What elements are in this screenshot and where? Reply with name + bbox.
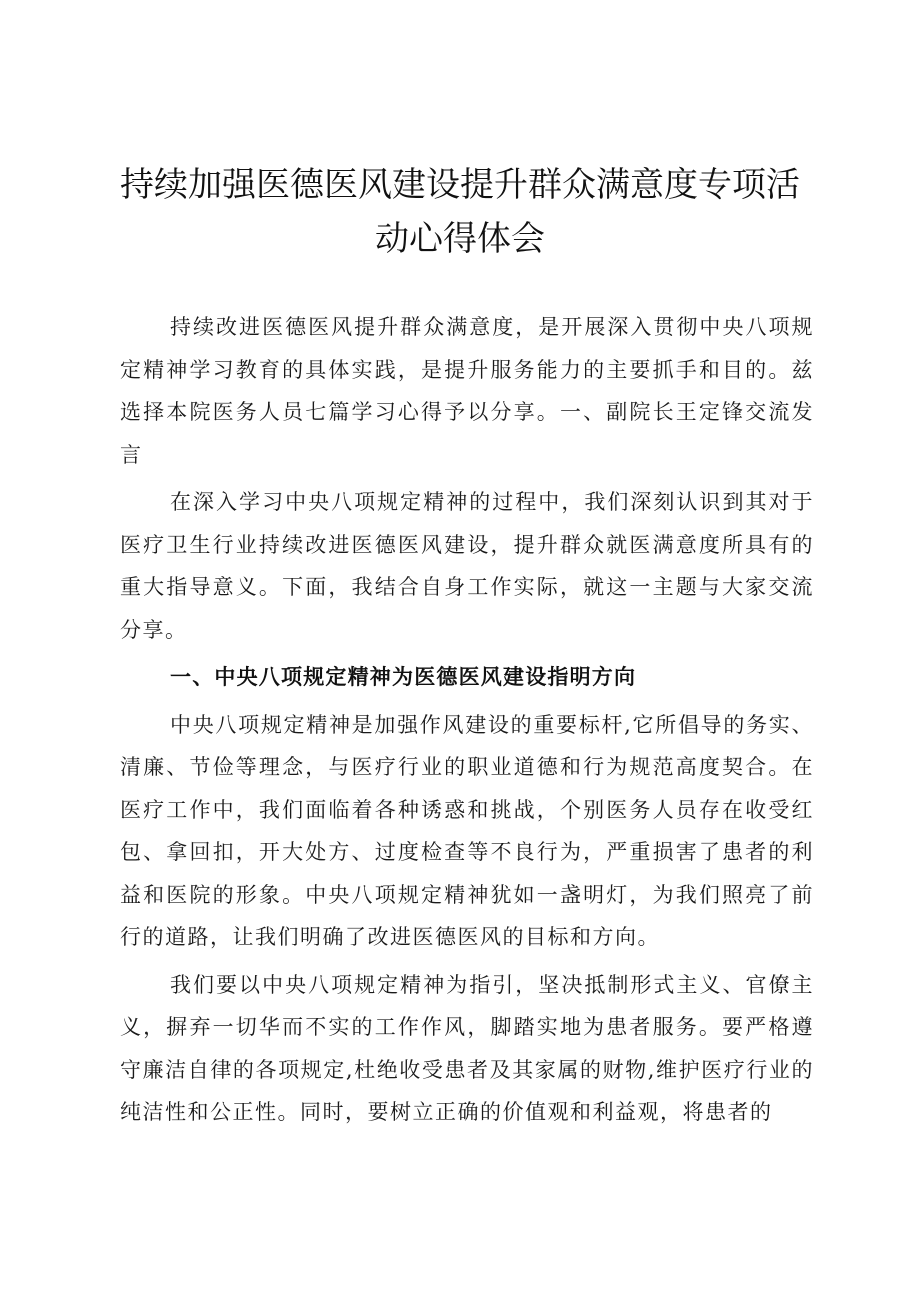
section-paragraph: 我们要以中央八项规定精神为指引，坚决抵制形式主义、官僚主义，摒弃一切华而不实的工作作风，脚踏实地为患者服务。要严格遵守廉洁自律的各项规定,杜绝收受患者及其家属的财物,维护医疗行业的纯洁性和公正性。同时，要树立正确的价值观和利益观，将患者的	[120, 972, 814, 1124]
section-heading: 一、中央八项规定精神为医德医风建设指明方向	[170, 665, 637, 689]
speech-opening-paragraph: 在深入学习中央八项规定精神的过程中，我们深刻认识到其对于医疗卫生行业持续改进医德医风建设，提升群众就医满意度所具有的重大指导意义。下面，我结合自身工作实际，就这一主题与大家交流分享。	[120, 490, 814, 642]
title-line-2: 动心得体会	[375, 219, 545, 259]
document-title	[120, 158, 800, 266]
section-paragraph: 中央八项规定精神是加强作风建设的重要标杆,它所倡导的务实、清廉、节俭等理念，与医疗行业的职业道德和行为规范高度契合。在医疗工作中，我们面临着各种诱惑和挑战，个别医务人员存在收受红包、拿回扣，开大处方、过度检查等不良行为，严重损害了患者的利益和医院的形象。中央八项规定精神犹如一盏明灯，为我们照亮了前行的道路，让我们明确了改进医德医风的目标和方向。	[120, 712, 814, 949]
document-body	[120, 306, 814, 1139]
intro-paragraph: 持续改进医德医风提升群众满意度，是开展深入贯彻中央八项规定精神学习教育的具体实践，是提升服务能力的主要抓手和目的。兹选择本院医务人员七篇学习心得予以分享。一、副院长王定锋交流发言	[120, 315, 814, 467]
title-line-1: 持续加强医德医风建设提升群众满意度专项活	[120, 165, 800, 205]
